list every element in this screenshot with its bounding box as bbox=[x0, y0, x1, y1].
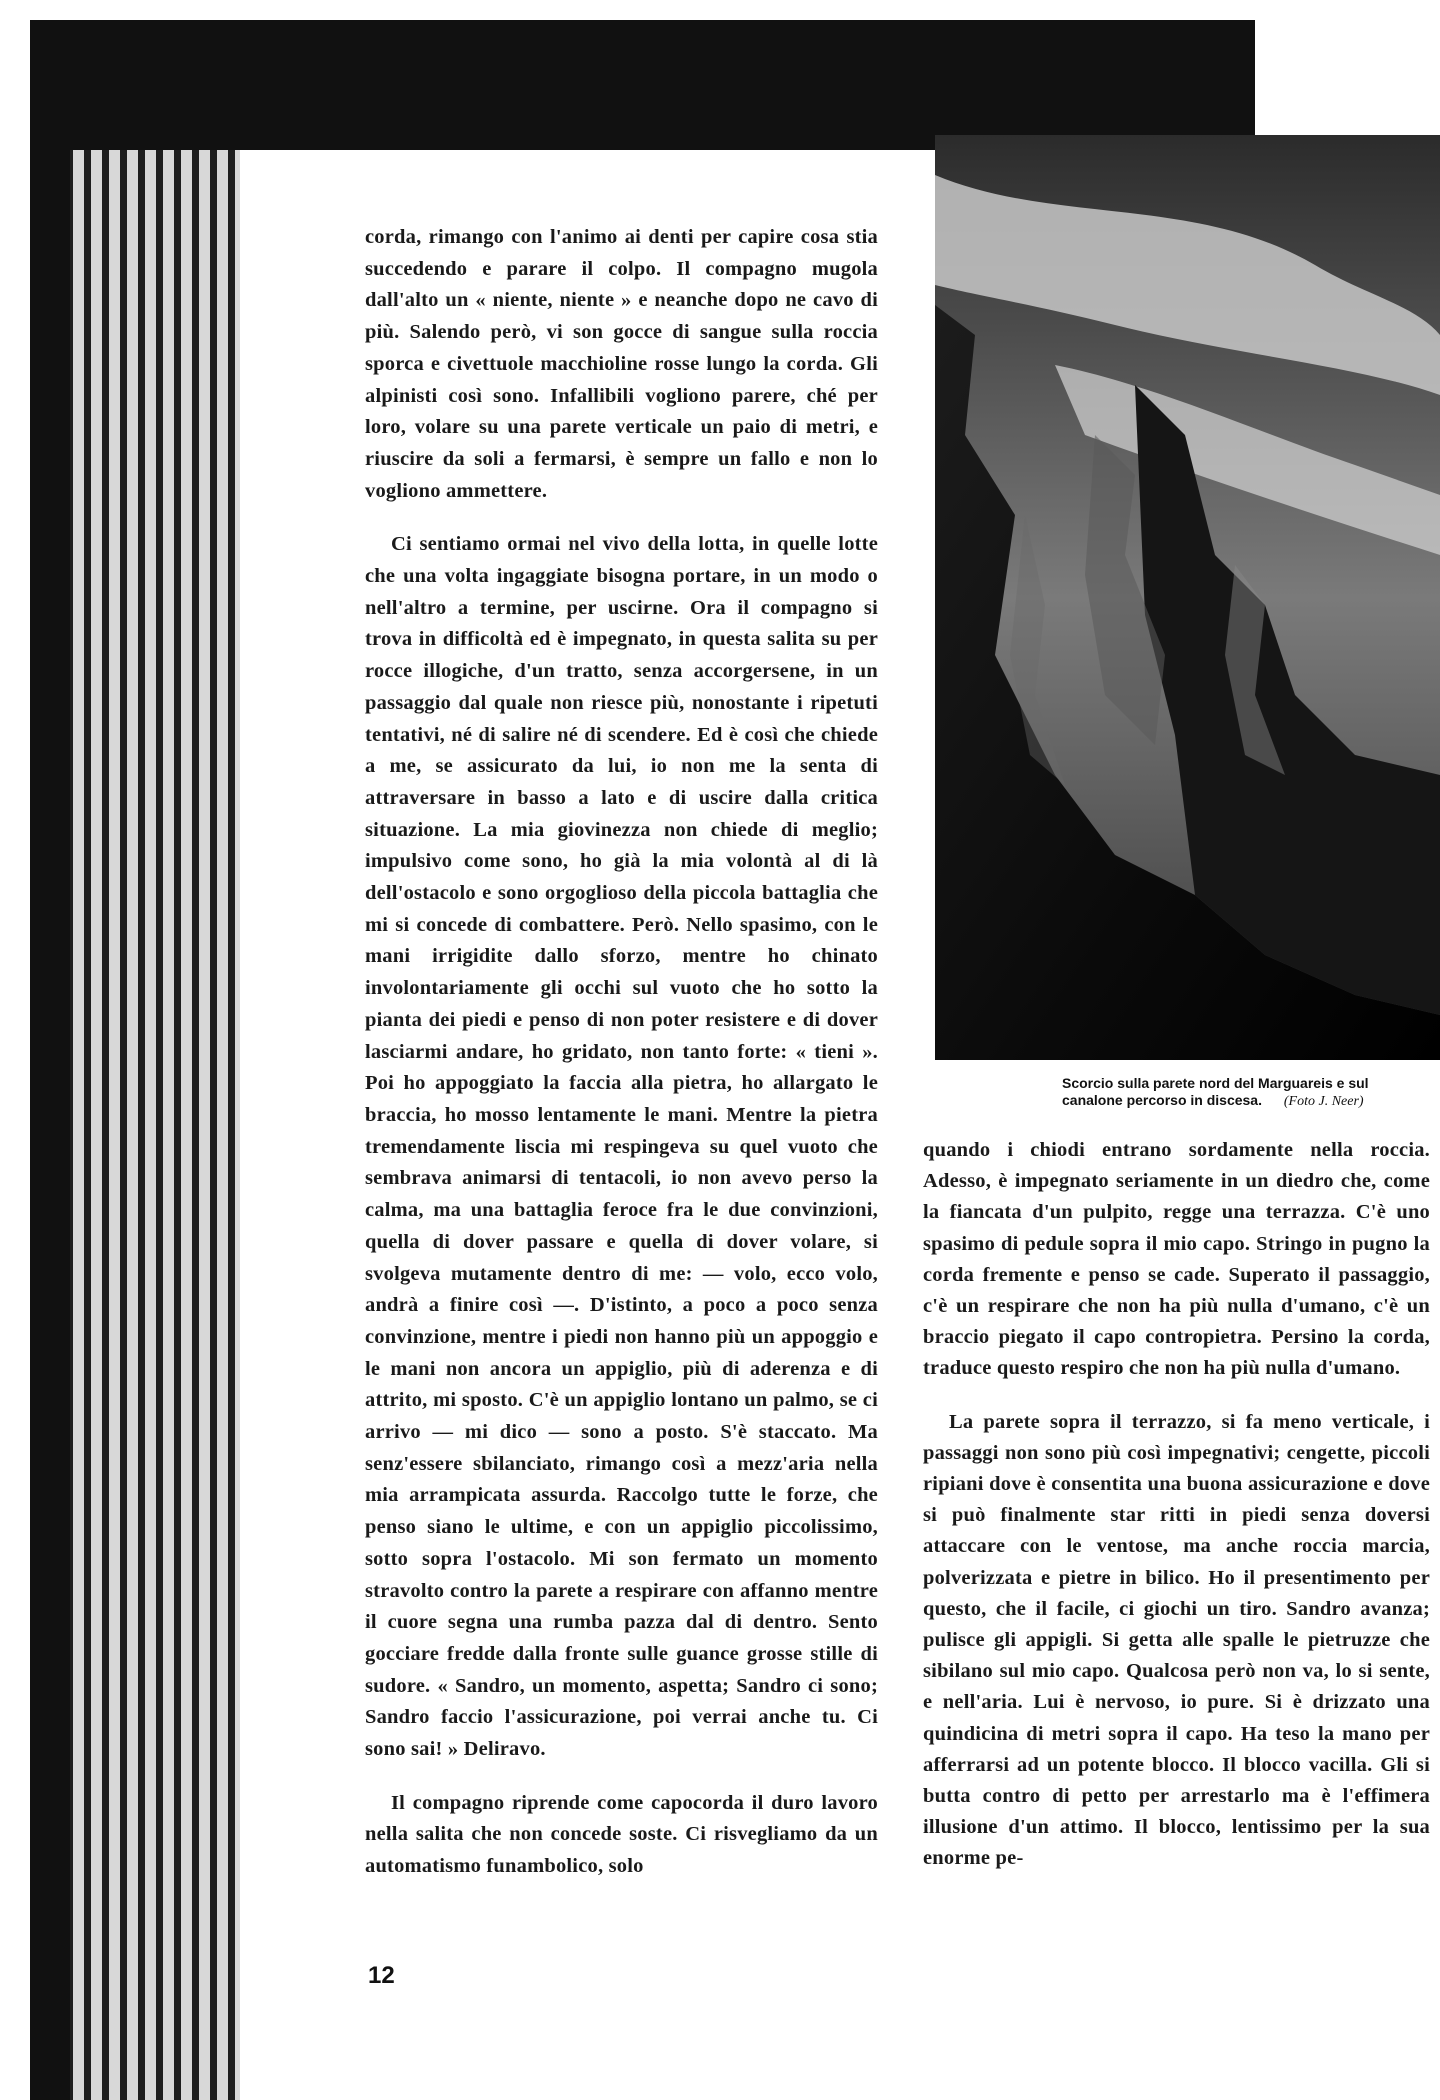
right-text-column bbox=[923, 1135, 1430, 1897]
paragraph: Ci sentiamo ormai nel vivo della lotta, in quelle lotte che una volta ingaggiate bisogna portare, in un modo o nell'altro a termine, per uscirne. Ora il compagno si trova in difficoltà ed è impegnato, in questa salita su per rocce illogiche, d'un tratto, senza accorgersene, in un passaggio dal quale non riesce più, nonostante i ripetuti tentativi, né di salire né di scendere. Ed è così che chiede a me, se assicurato da lui, io non me la senta di attraversare in basso a lato e di uscire dalla critica situazione. La mia giovinezza non chiede di meglio; impulsivo come sono, ho già la mia volontà al di là dell'ostacolo e sono orgoglioso della piccola battaglia che mi si concede di combattere. Però. Nello spasimo, con le mani irrigidite dallo sforzo, mentre ho chinato involontariamente gli occhi sul vuoto che ho sotto la pianta dei piedi e penso di non poter resistere e di dover lasciarmi andare, ho gridato, non tanto forte: « tieni ». Poi ho appoggiato la faccia alla pietra, ho allargato le braccia, ho mosso lentamente le mani. Mentre la pietra tremendamente liscia mi respingeva su quel vuoto che sembrava animarsi di tentacoli, io non avevo perso la calma, ma una battaglia feroce fra le due convinzioni, quella di dover passare e quella di dover volare, si svolgeva mutamente dentro di me: — volo, ecco volo, andrà a finire così —. D'istinto, a poco a poco senza convinzione, mentre i piedi non hanno più un appoggio e le mani non ancora un appiglio, più di aderenza e di attrito, mi sposto. C'è un appiglio lontano un palmo, se ci arrivo — mi dico — sono a posto. S'è staccato. Ma senz'essere sbilanciato, rimango così a mezz'aria nella mia arrampicata assurda. Raccolgo tutte le forze, che penso siano le ultime, e con un appiglio piccolissimo, sotto sopra l'ostacolo. Mi son fermato un momento stravolto contro la parete a respirare con affanno mentre il cuore segna una rumba pazza dal di dentro. Sento gocciare fredde dalla fronte sulle guance grosse stille di sudore. « Sandro, un momento, aspetta; Sandro ci sono; Sandro faccio l'assicurazione, poi verrai anche tu. Ci sono sai! » Deliravo. bbox=[365, 533, 878, 1761]
paragraph: quando i chiodi entrano sordamente nella roccia. Adesso, è impegnato seriamente in un diedro che, come la fiancata d'un pulpito, regge una terrazza. C'è uno spasimo di pedule sopra il mio capo. Stringo in pugno la corda fremente e penso se cade. Superato il passaggio, c'è un respirare che non ha più nulla d'umano, c'è un braccio piegato il capo contropietra. Persino la corda, traduce questo respiro che non ha più nulla d'umano. bbox=[923, 1139, 1430, 1380]
paragraph: Il compagno riprende come capocorda il duro lavoro nella salita che non concede soste. Ci risvegliamo da un automatismo funambolico, solo bbox=[365, 1791, 878, 1878]
paragraph: corda, rimango con l'animo ai denti per capire cosa stia succedendo e parare il colpo. Il compagno mugola dall'alto un « niente, niente » e neanche dopo ne cavo di più. Salendo però, vi son gocce di sangue sulla roccia sporca e civettuole macchioline rosse lungo la corda. Gli alpinisti così sono. Infallibili vogliono parere, ché per loro, volare su una parete verticale un paio di metri, e riuscire da soli a fermarsi, è sempre un fallo e non lo vogliono ammettere. bbox=[365, 226, 878, 502]
mountain-photo bbox=[935, 135, 1440, 1060]
page-number: 12 bbox=[368, 1962, 395, 1989]
paragraph: La parete sopra il terrazzo, si fa meno verticale, i passaggi non sono più così impegnativi; cengette, piccoli ripiani dove è consentita una buona assicurazione e dove si può finalmente star ritti in piedi senza doversi attaccare con le ventose, ma anche roccia marcia, polverizzata e pietre in bilico. Ho il presentimento per questo, che il facile, ci giochi un tiro. Sandro avanza; pulisce gli appigli. Si getta alle spalle le pietruzze che sibilano sul mio capo. Qualcosa però non va, lo si sente, e nell'aria. Lui è nervoso, io pure. Si è drizzato una quindicina di metri sopra il capo. Ha teso la mano per afferrarsi ad un potente blocco. Il blocco vacilla. Gli si butta contro di petto per arrestarlo ma è l'effimera illusione d'un attimo. Il blocco, lentissimo per la sua enorme pe- bbox=[923, 1410, 1430, 1870]
book-spine-shadow bbox=[30, 150, 70, 2100]
photo-credit: (Foto J. Neer) bbox=[1283, 1094, 1364, 1109]
photo-caption bbox=[1062, 1075, 1432, 1110]
left-text-column bbox=[365, 222, 878, 1905]
caption-text: Scorcio sulla parete nord del Marguareis e sul canalone percorso in discesa. bbox=[1062, 1075, 1369, 1108]
scan-light-corner bbox=[1255, 20, 1440, 140]
